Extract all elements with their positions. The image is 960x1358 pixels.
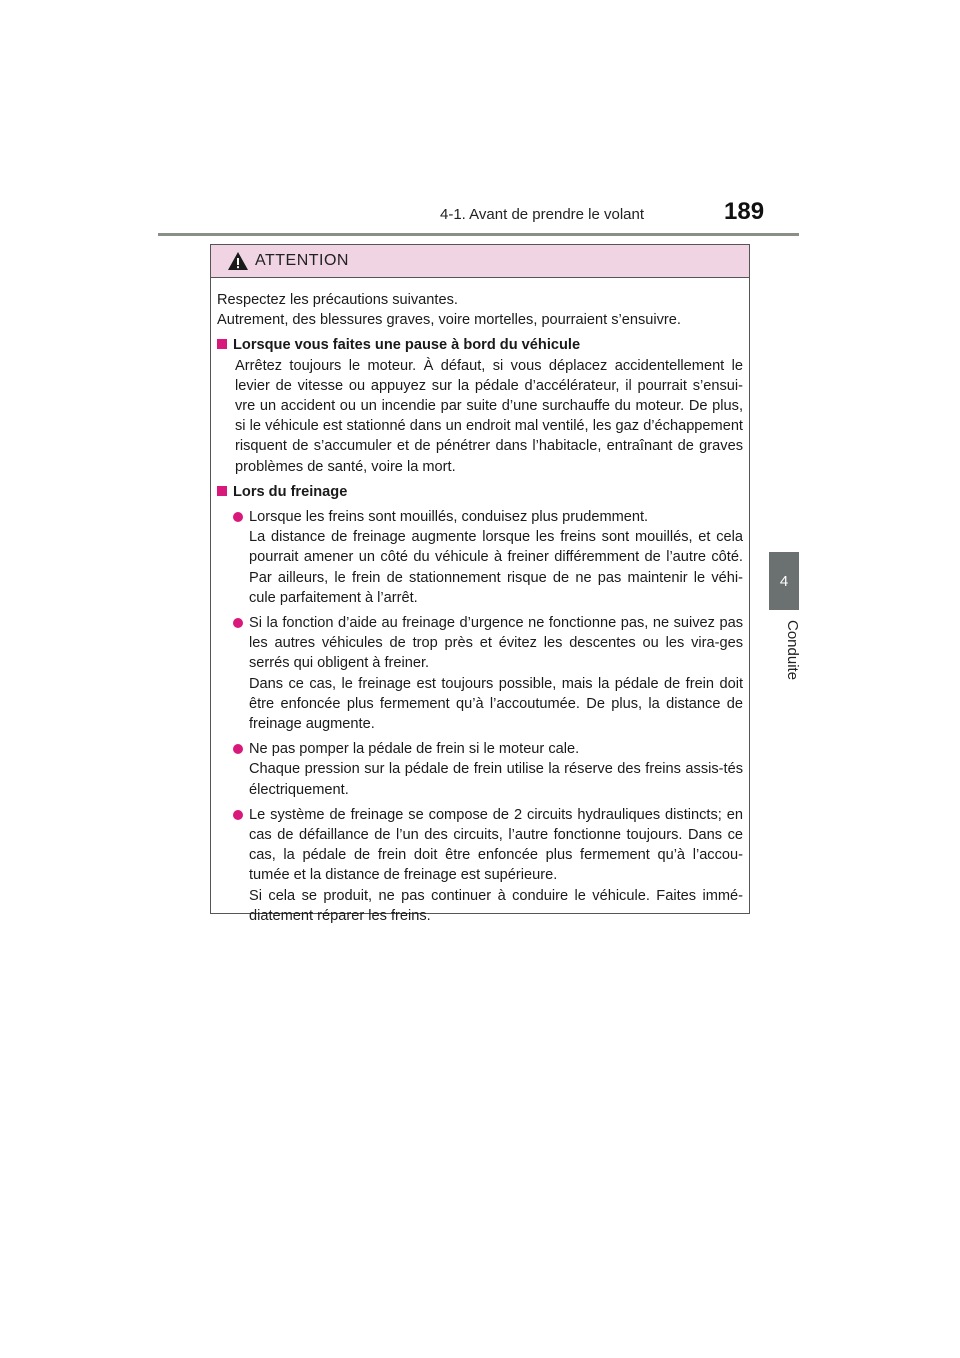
list-item-line: Lorsque les freins sont mouillés, conduisez plus prudemment. <box>249 509 649 526</box>
section-pause <box>217 335 743 476</box>
list-item-line: Si cela se produit, ne pas continuer à conduire le véhicule. Faites immé-diatement réparer les freins. <box>249 887 743 924</box>
square-bullet-icon <box>217 339 227 349</box>
warning-title: ATTENTION <box>255 252 349 269</box>
section-title: 4-1. Avant de prendre le volant <box>440 206 645 223</box>
intro-line: Autrement, des blessures graves, voire mortelles, pourraient s’ensuivre. <box>217 312 681 329</box>
list-item-line: Dans ce cas, le freinage est toujours possible, mais la pédale de frein doit être enfoncée plus fermement qu’à l’accoutumée. De plus, la distance de freinage augmente. <box>249 675 743 733</box>
round-bullet-icon <box>233 512 243 522</box>
list-item-text <box>249 739 743 800</box>
chapter-label: Conduite <box>784 620 801 681</box>
section-heading-text: Lorsque vous faites une pause à bord du véhicule <box>233 337 581 354</box>
list-item <box>217 613 743 734</box>
chapter-number: 4 <box>779 572 789 590</box>
list-item-text <box>249 805 743 926</box>
section-heading <box>217 335 743 355</box>
warning-box <box>210 244 750 924</box>
list-item <box>217 805 743 926</box>
section-heading-text: Lors du freinage <box>233 483 348 500</box>
list-item-line: Chaque pression sur la pédale de frein utilise la réserve des freins assis-tés électriquement. <box>249 761 743 798</box>
section-heading <box>217 482 743 502</box>
chapter-tab <box>769 552 799 610</box>
page-number: 189 <box>724 198 765 225</box>
list-item-text <box>249 507 743 608</box>
list-item <box>217 739 743 800</box>
round-bullet-icon <box>233 618 243 628</box>
list-item-line: Ne pas pomper la pédale de frein si le moteur cale. <box>249 741 580 758</box>
warning-triangle-icon <box>227 251 249 271</box>
round-bullet-icon <box>233 810 243 820</box>
list-item <box>217 507 743 608</box>
list-item-line: La distance de freinage augmente lorsque les freins sont mouillés, et cela pourrait amener un côté du véhicule à freiner différemment de l’autre côté. Par ailleurs, le frein de stationnement risque de ne pas maintenir le véhi-cule parfaitement à l’arrêt. <box>249 529 743 606</box>
section-paragraph: Arrêtez toujours le moteur. À défaut, si vous déplacez accidentellement le levier de vitesse ou appuyez sur la pédale d’accélérateur, il pourrait s’ensui-vre un accident ou un incendie par suite d’une surchauffe du moteur. De plus, si le véhicule est stationné dans un endroit mal ventilé, les gaz d’échappement risquent de s’accumuler et de pénétrer dans l’habitacle, entraînant de graves problèmes de santé, voire la mort. <box>235 357 743 475</box>
square-bullet-icon <box>217 486 227 496</box>
warning-body <box>211 278 749 926</box>
list-item-text <box>249 613 743 734</box>
list-item-line: Si la fonction d’aide au freinage d’urgence ne fonctionne pas, ne suivez pas les autres véhicules de trop près et évitez les descentes ou les vira-ges serrés qui obligent à freiner. <box>249 615 743 672</box>
header-divider <box>158 233 799 236</box>
intro-line: Respectez les précautions suivantes. <box>217 292 458 308</box>
list-item-line: Le système de freinage se compose de 2 circuits hydrauliques distincts; en cas de défaillance de l’un des circuits, l’autre fonctionne toujours. Dans ce cas, la pédale de frein doit être enfoncée plus fermement qu’à l’accou-tumée et la distance de freinage est supérieure. <box>249 806 743 884</box>
round-bullet-icon <box>233 744 243 754</box>
section-braking <box>217 482 743 926</box>
warning-header <box>211 245 749 278</box>
